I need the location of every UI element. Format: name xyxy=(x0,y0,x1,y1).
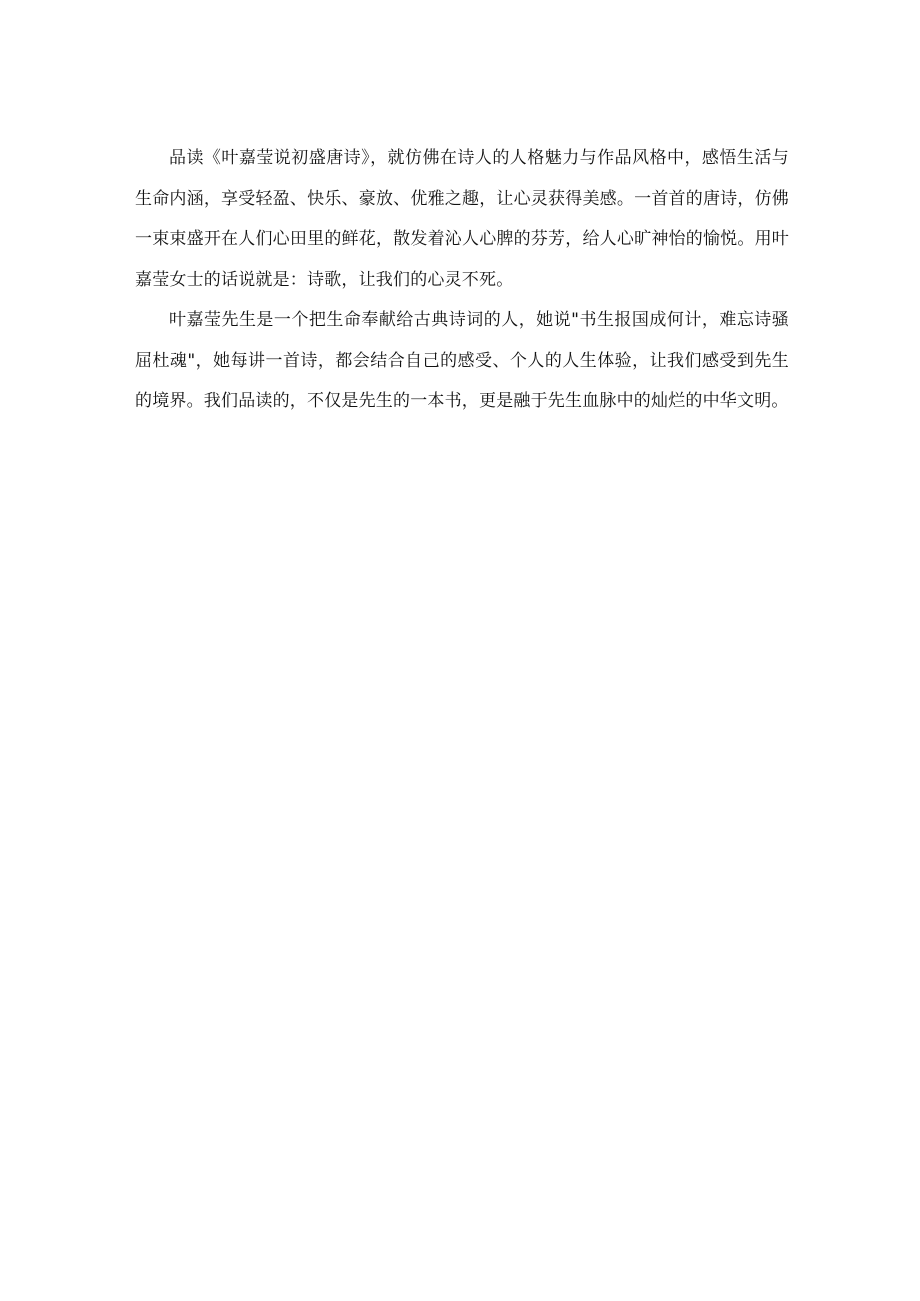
paragraph-1: 品读《叶嘉莹说初盛唐诗》，就仿佛在诗人的人格魅力与作品风格中，感悟生活与生命内涵，享受轻盈、快乐、豪放、优雅之趣，让心灵获得美感。一首首的唐诗，仿佛一束束盛开在人们心田里的鲜花，散发着沁人心脾的芬芳，给人心旷神怡的愉悦。用叶嘉莹女士的话说就是：诗歌，让我们的心灵不死。 xyxy=(135,148,789,290)
document-body xyxy=(135,138,789,422)
paragraph-2: 叶嘉莹先生是一个把生命奉献给古典诗词的人，她说"书生报国成何计，难忘诗骚屈杜魂"，她每讲一首诗，都会结合自己的感受、个人的人生体验，让我们感受到先生的境界。我们品读的，不仅是先生的一本书，更是融于先生血脉中的灿烂的中华文明。 xyxy=(135,310,789,411)
